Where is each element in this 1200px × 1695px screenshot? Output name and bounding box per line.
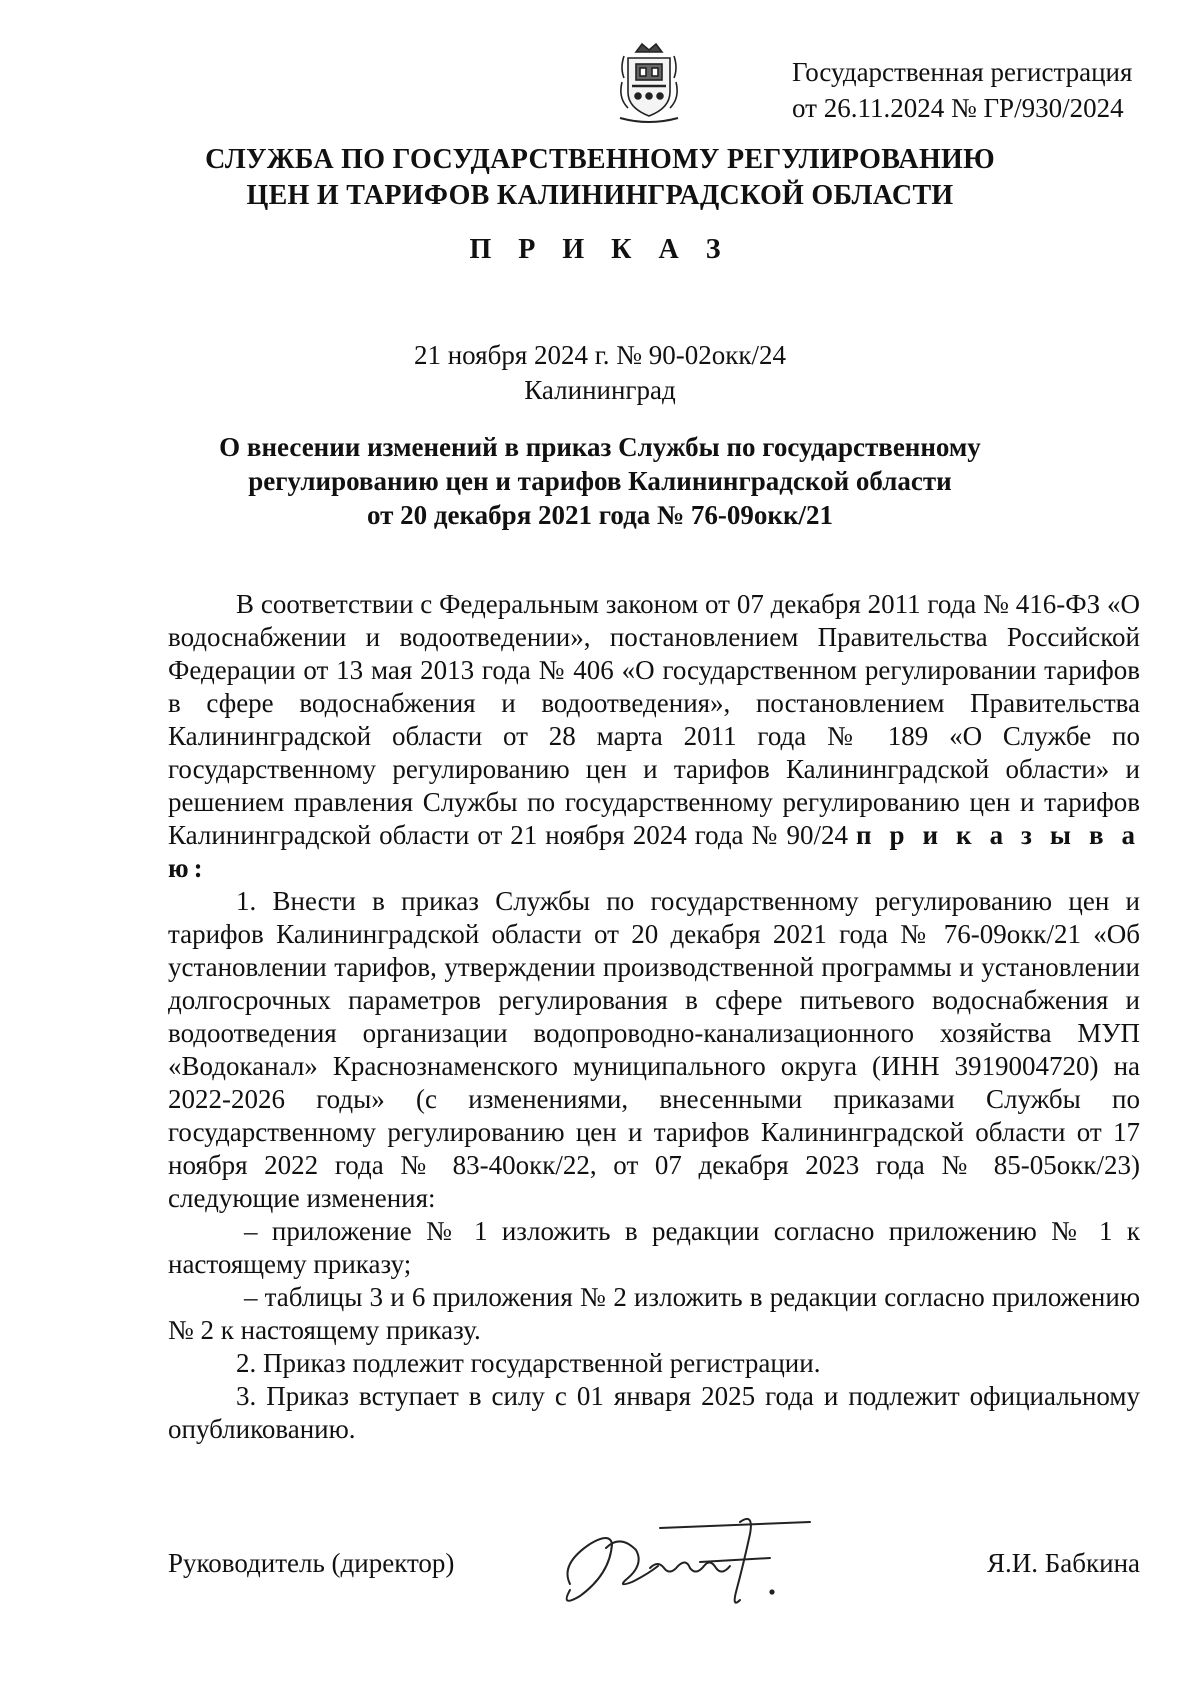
document-type: П Р И К А З	[469, 234, 731, 265]
document-subject	[160, 430, 1040, 532]
registration-line-2: от 26.11.2024 № ГР/930/2024	[792, 93, 1124, 123]
item-1-paragraph: 1. Внести в приказ Службы по государственному регулированию цен и тарифов Калининградской области от 20 декабря 2021 года № 76-09окк/21 «Об установлении тарифов, утверждении производственной программы и установлении долгосрочных параметров регулирования в сфере питьевого водоснабжения и водоотведения организации водопроводно-канализационного хозяйства МУП «Водоканал» Краснознаменского муниципального округа (ИНН 3919004720) на 2022-2026 годы» (с изменениями, внесенными приказами Службы по государственному регулированию цен и тарифов Калининградской области от 17 ноября 2022 года № 83-40окк/22, от 07 декабря 2023 года № 85-05окк/23) следующие изменения:	[168, 886, 1140, 1213]
document-date-block	[100, 338, 1100, 408]
organization-name-line-2: ЦЕН И ТАРИФОВ КАЛИНИНГРАДСКОЙ ОБЛАСТИ	[246, 180, 954, 211]
subject-line-2: регулированию цен и тарифов Калининградской области	[248, 466, 952, 496]
organization-name	[100, 142, 1100, 214]
subject-line-3: от 20 декабря 2021 года № 76-09окк/21	[366, 500, 834, 530]
document-city: Калининград	[524, 375, 676, 405]
preamble-paragraph	[168, 588, 1140, 885]
item-2-paragraph: 2. Приказ подлежит государственной регистрации.	[236, 1348, 821, 1378]
subject-line-1: О внесении изменений в приказ Службы по государственному	[219, 432, 981, 462]
registration-stamp	[792, 54, 1172, 126]
coat-of-arms-icon	[614, 38, 684, 124]
preamble-text: В соответствии с Федеральным законом от 07 декабря 2011 года № 416-ФЗ «О водоснабжении и водоотведении», постановлением Правительства Российской Федерации от 13 мая 2013 года № 406 «О государственном регулировании тарифов в сфере водоснабжения и водоотведения», постановлением Правительства Калининградской области от 28 марта 2011 года № 189 «О Службе по государственному регулированию цен и тарифов Калининградской области» и решением правления Службы по государственному регулированию цен и тарифов Калининградской области от 21 ноября 2024 года № 90/24	[168, 589, 1140, 850]
signer-title: Руководитель (директор)	[168, 1548, 455, 1578]
signature-block	[168, 1548, 1140, 1588]
registration-line-1: Государственная регистрация	[792, 57, 1133, 87]
organization-name-line-1: СЛУЖБА ПО ГОСУДАРСТВЕННОМУ РЕГУЛИРОВАНИЮ	[205, 144, 995, 175]
order-word: п р и к а з ы в а ю:	[168, 820, 1141, 883]
document-body	[168, 588, 1140, 1446]
amendment-2-paragraph: – таблицы 3 и 6 приложения № 2 изложить в редакции согласно приложению № 2 к настоящему приказу.	[168, 1282, 1140, 1345]
document-date-number: 21 ноября 2024 г. № 90-02окк/24	[413, 340, 787, 370]
signer-name: Я.И. Бабкина	[987, 1548, 1140, 1578]
amendment-1-paragraph: – приложение № 1 изложить в редакции согласно приложению № 1 к настоящему приказу;	[168, 1216, 1140, 1279]
item-3-paragraph: 3. Приказ вступает в силу с 01 января 2025 года и подлежит официальному опубликованию.	[168, 1381, 1140, 1444]
